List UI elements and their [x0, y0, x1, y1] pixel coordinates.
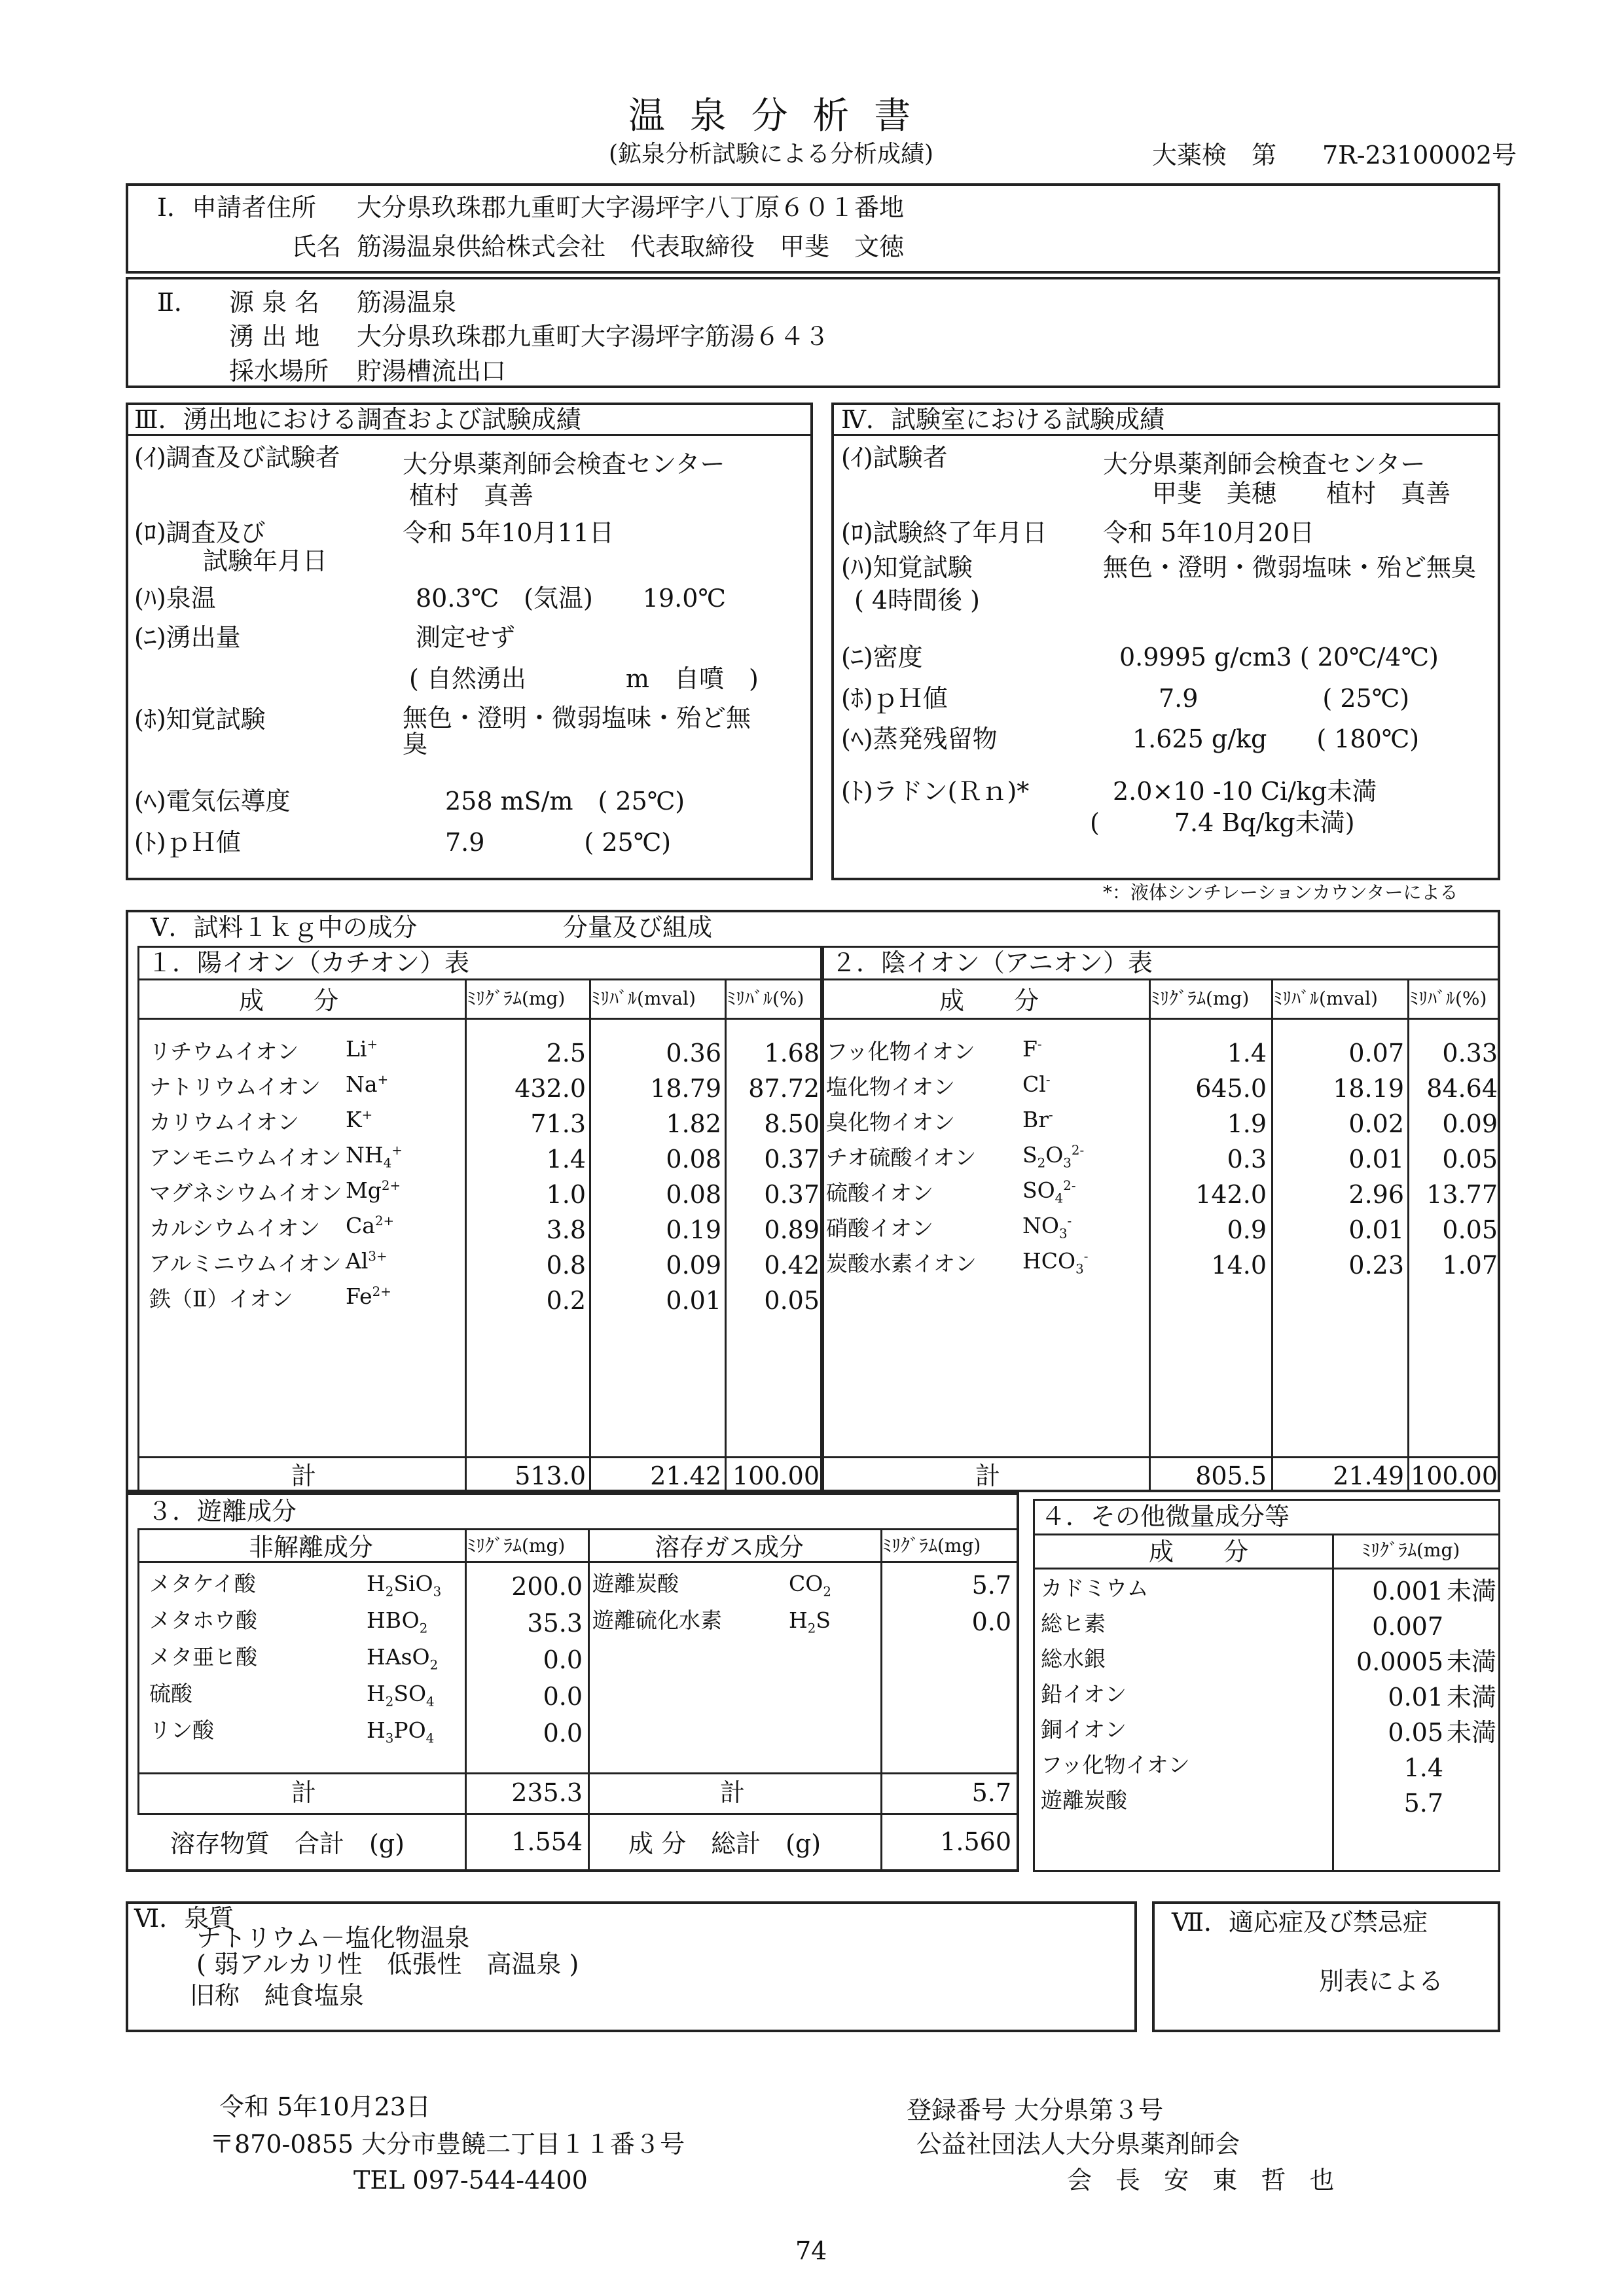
- applicant-name: 筋湯温泉供給株式会社 代表取締役 甲斐 文徳: [357, 232, 905, 261]
- indications-text: 別表による: [1319, 1967, 1444, 1996]
- ion-pct: 84.64: [1426, 1074, 1498, 1103]
- ion-pct: 0.09: [1442, 1109, 1498, 1138]
- lab-row-label: (ｲ)試験者: [841, 443, 948, 472]
- ion-mval: 0.08: [666, 1145, 721, 1174]
- anion-total-mg: 805.5: [1195, 1462, 1267, 1490]
- ion-mval: 0.01: [666, 1286, 721, 1315]
- lab-row-value: 0.9995 g/cm3 ( 20℃/4℃): [1119, 643, 1439, 672]
- grand-total-label: 成 分 総計 (g): [628, 1829, 821, 1858]
- ion-name: カリウムイオン: [149, 1109, 300, 1135]
- ion-mg: 142.0: [1195, 1180, 1267, 1209]
- ion-pct: 0.42: [764, 1251, 820, 1280]
- ion-mval: 18.79: [650, 1074, 721, 1103]
- ion-mval: 0.02: [1348, 1109, 1404, 1138]
- nondiss-total: 235.3: [511, 1778, 583, 1807]
- ion-mg: 0.3: [1227, 1145, 1267, 1174]
- trace-name: フッ化物イオン: [1041, 1752, 1190, 1778]
- nondiss-formula: $HBO_2$: [367, 1607, 428, 1636]
- lab-row-label: (ﾎ)ｐＨ値: [841, 684, 948, 713]
- field-row-value: ( 自然湧出 m 自噴 ): [409, 664, 759, 693]
- sampling-label: 採水場所: [229, 357, 329, 386]
- gas-col-mg: ﾐﾘｸﾞﾗﾑ(mg): [882, 1535, 981, 1556]
- trace-mg: 0.01: [1388, 1683, 1443, 1712]
- field-row-value: 大分県薬剤師会検査センター: [403, 450, 725, 478]
- ion-name: マグネシウムイオン: [149, 1180, 342, 1206]
- trace-col-mg: ﾐﾘｸﾞﾗﾑ(mg): [1362, 1539, 1460, 1561]
- ion-mval: 0.09: [666, 1251, 721, 1280]
- ion-mval: 0.01: [1348, 1145, 1404, 1174]
- ion-pct: 1.07: [1442, 1251, 1498, 1280]
- trace-name: 総水銀: [1041, 1646, 1106, 1672]
- field-row-value: 258 mS/m ( 25℃): [445, 787, 685, 816]
- cation-col-mval: ﾐﾘﾊﾞﾙ(mval): [591, 988, 696, 1009]
- field-row-label: (ﾎ)知覚試験: [134, 705, 266, 734]
- lab-row-label: (ﾛ)試験終了年月日: [841, 518, 1047, 547]
- applicant-address: 大分県玖珠郡九重町大字湯坪字八丁原６０１番地: [357, 193, 905, 222]
- nondiss-mg: 0.0: [543, 1719, 583, 1748]
- field-row-value: 令和 5年10月11日: [403, 518, 614, 547]
- ion-mval: 18.19: [1333, 1074, 1404, 1103]
- lab-row-label: (ﾍ)蒸発残留物: [841, 725, 998, 753]
- trace-note: 未満: [1447, 1647, 1497, 1676]
- cation-total-label: 計: [291, 1462, 317, 1490]
- gas-name: 遊離炭酸: [592, 1571, 679, 1596]
- lab-row-value: 1.625 g/kg ( 180℃): [1132, 725, 1420, 753]
- ion-mval: 0.01: [1348, 1215, 1404, 1244]
- field-row-value: 無色・澄明・微弱塩味・殆ど無: [403, 704, 751, 732]
- gas-formula: $CO_2$: [789, 1571, 831, 1600]
- issue-date: 令和 5年10月23日: [219, 2092, 431, 2121]
- ion-name: アルミニウムイオン: [149, 1251, 342, 1276]
- ion-pct: 13.77: [1426, 1180, 1498, 1209]
- spring-quality-type: ナトリウム－塩化物温泉: [196, 1924, 470, 1952]
- ion-pct: 1.68: [764, 1039, 820, 1067]
- ref-label: 大薬検 第: [1152, 141, 1277, 170]
- lab-row-value: 2.0×10 -10 Ci/kg未満: [1113, 777, 1377, 806]
- trace-name: カドミウム: [1041, 1575, 1149, 1601]
- field-row-value: 臭: [403, 730, 428, 759]
- ion-formula: $HCO_3^-$: [1022, 1248, 1089, 1277]
- spring-quality-detail: ( 弱アルカリ性 低張性 高温泉 ): [196, 1950, 579, 1979]
- ion-formula: Cl-: [1022, 1071, 1051, 1097]
- nondiss-name: メタ亜ヒ酸: [149, 1644, 257, 1670]
- lab-row-label: (ﾄ)ラドン(Ｒｎ)*: [841, 777, 1030, 806]
- trace-note: 未満: [1447, 1577, 1497, 1605]
- trace-mg: 0.0005: [1356, 1647, 1443, 1676]
- lab-row-label: (ﾊ)知覚試験: [841, 553, 973, 582]
- nondiss-name: 硫酸: [149, 1681, 192, 1706]
- field-row-label: (ﾊ)泉温: [134, 584, 216, 613]
- indications-title: Ⅶ．適応症及び禁忌症: [1172, 1908, 1428, 1937]
- field-row-value: 7.9 ( 25℃): [445, 828, 672, 857]
- ion-mg: 0.8: [546, 1251, 586, 1280]
- origin-label: 湧 出 地: [229, 322, 320, 351]
- ion-formula: $Ca^{2+}$: [346, 1213, 395, 1238]
- nondiss-col-mg: ﾐﾘｸﾞﾗﾑ(mg): [467, 1535, 566, 1556]
- nondiss-mg: 0.0: [543, 1682, 583, 1711]
- ion-formula: Na+: [346, 1071, 389, 1097]
- spring-quality-oldname: 旧称 純食塩泉: [190, 1981, 365, 2010]
- sampling-place: 貯湯槽流出口: [357, 357, 507, 386]
- lab-row-value: 大分県薬剤師会検査センター: [1103, 450, 1426, 478]
- ion-formula: $Fe^{2+}$: [346, 1283, 391, 1309]
- issuer-tel: TEL 097-544-4400: [353, 2166, 588, 2195]
- cation-total-pct: 100.00: [732, 1462, 820, 1490]
- lab-row-value: 甲斐 美穂 植村 真善: [1152, 479, 1451, 508]
- gas-name: 遊離硫化水素: [592, 1607, 722, 1633]
- ion-mg: 645.0: [1195, 1074, 1267, 1103]
- ion-formula: $NO_3^-$: [1022, 1213, 1072, 1242]
- ion-mg: 1.0: [546, 1180, 586, 1209]
- nondiss-name: メタホウ酸: [149, 1607, 257, 1633]
- ref-number: 7R-23100002号: [1322, 141, 1517, 170]
- ion-mval: 0.19: [666, 1215, 721, 1244]
- ion-name: 鉄（Ⅱ）イオン: [149, 1286, 293, 1312]
- ion-name: 硝酸イオン: [826, 1215, 934, 1241]
- lab-row-value: 無色・澄明・微弱塩味・殆ど無臭: [1103, 553, 1477, 582]
- registration-number: 登録番号 大分県第３号: [907, 2096, 1164, 2125]
- trace-mg: 0.05: [1388, 1718, 1443, 1747]
- ion-mg: 71.3: [530, 1109, 586, 1138]
- issuer-address: 〒870-0855 大分市豊饒二丁目１１番３号: [209, 2130, 685, 2159]
- trace-note: 未満: [1447, 1683, 1497, 1712]
- anion-total-pct: 100.00: [1411, 1462, 1498, 1490]
- nondiss-mg: 0.0: [543, 1645, 583, 1674]
- cation-total-mval: 21.42: [650, 1462, 721, 1490]
- gas-total-label: 計: [720, 1778, 746, 1807]
- trace-title: ４．その他微量成分等: [1041, 1502, 1290, 1531]
- anion-total-label: 計: [975, 1462, 1001, 1490]
- nondiss-col: 非解離成分: [249, 1533, 374, 1562]
- ion-name: フッ化物イオン: [826, 1039, 975, 1064]
- ion-formula: F-: [1022, 1036, 1042, 1062]
- cation-col-component: 成 分: [239, 986, 339, 1015]
- trace-mg: 0.007: [1372, 1612, 1443, 1641]
- free-components-title: ３．遊離成分: [147, 1497, 297, 1526]
- field-row-label: 試験年月日: [203, 547, 328, 575]
- trace-name: 鉛イオン: [1041, 1681, 1127, 1707]
- ion-formula: $Al^{3+}$: [346, 1248, 388, 1274]
- dissolved-total: 1.554: [511, 1827, 583, 1856]
- anion-col-pct: ﾐﾘﾊﾞﾙ(%): [1409, 988, 1487, 1009]
- ion-name: 硫酸イオン: [826, 1180, 934, 1206]
- ion-name: リチウムイオン: [149, 1039, 299, 1064]
- ion-mval: 0.07: [1348, 1039, 1404, 1067]
- dissolved-total-label: 溶存物質 合計 (g): [170, 1829, 405, 1858]
- ion-mval: 0.08: [666, 1180, 721, 1209]
- field-row-label: (ﾄ)ｐＨ値: [134, 828, 241, 857]
- anion-col-mg: ﾐﾘｸﾞﾗﾑ(mg): [1151, 988, 1250, 1009]
- anion-col-mval: ﾐﾘﾊﾞﾙ(mval): [1273, 988, 1378, 1009]
- ion-mval: 2.96: [1348, 1180, 1404, 1209]
- ion-mg: 1.9: [1227, 1109, 1267, 1138]
- ion-pct: 87.72: [748, 1074, 820, 1103]
- issuer-president: 会 長 安 東 哲 也: [1067, 2166, 1343, 2195]
- trace-mg: 5.7: [1403, 1789, 1443, 1818]
- ion-formula: Br-: [1022, 1107, 1053, 1132]
- ion-mg: 0.2: [546, 1286, 586, 1315]
- ion-name: チオ硫酸イオン: [826, 1145, 977, 1170]
- field-row-label: (ｲ)調査及び試験者: [134, 443, 340, 472]
- trace-name: 総ヒ素: [1041, 1611, 1106, 1636]
- gas-total: 5.7: [971, 1778, 1011, 1807]
- lab-row-label: (ﾆ)密度: [841, 643, 923, 672]
- ion-mval: 0.23: [1348, 1251, 1404, 1280]
- ion-mg: 0.9: [1227, 1215, 1267, 1244]
- lab-row-value: 7.9 ( 25℃): [1159, 684, 1410, 713]
- ion-name: ナトリウムイオン: [149, 1074, 321, 1100]
- ion-pct: 0.37: [764, 1145, 820, 1174]
- lab-row-value: 令和 5年10月20日: [1103, 518, 1314, 547]
- trace-note: 未満: [1447, 1718, 1497, 1747]
- radon-footnote: *：液体シンチレーションカウンターによる: [1103, 882, 1458, 903]
- field-row-value: 植村 真善: [409, 481, 534, 510]
- field-row-value: 測定せず: [416, 623, 516, 652]
- nondiss-mg: 35.3: [527, 1609, 583, 1638]
- section2-roman: Ⅱ．: [157, 288, 199, 317]
- field-row-label: (ﾆ)湧出量: [134, 623, 241, 652]
- ion-name: アンモニウムイオン: [149, 1145, 342, 1170]
- ion-pct: 0.33: [1442, 1039, 1498, 1067]
- nondiss-formula: $H_2SiO_3$: [367, 1571, 442, 1600]
- anion-total-mval: 21.49: [1333, 1462, 1404, 1490]
- cation-col-pct: ﾐﾘﾊﾞﾙ(%): [727, 988, 804, 1009]
- ion-mg: 1.4: [1227, 1039, 1267, 1067]
- ion-formula: K+: [346, 1107, 373, 1132]
- nondiss-mg: 200.0: [511, 1572, 583, 1601]
- nondiss-formula: HAsO$_2$: [367, 1644, 439, 1673]
- ion-mval: 1.82: [666, 1109, 721, 1138]
- ion-pct: 0.89: [764, 1215, 820, 1244]
- ion-pct: 0.05: [1442, 1145, 1498, 1174]
- page-subtitle: (鉱泉分析試験による分析成績): [609, 141, 934, 168]
- section5-title: Ⅴ．試料１ｋｇ中の成分: [151, 913, 418, 942]
- cation-col-mg: ﾐﾘｸﾞﾗﾑ(mg): [467, 988, 566, 1009]
- origin: 大分県玖珠郡九重町大字湯坪字筋湯６４３: [357, 322, 830, 351]
- ion-formula: Li+: [346, 1036, 378, 1062]
- nondiss-name: メタケイ酸: [149, 1571, 256, 1596]
- field-row-value: 80.3℃ (気温) 19.0℃: [416, 584, 726, 613]
- nondiss-formula: $H_2SO_4$: [367, 1681, 435, 1710]
- ion-mg: 432.0: [514, 1074, 586, 1103]
- gas-col: 溶存ガス成分: [655, 1533, 804, 1562]
- page-number: 74: [795, 2236, 827, 2265]
- gas-mg: 5.7: [971, 1571, 1011, 1600]
- grand-total: 1.560: [940, 1827, 1011, 1856]
- ion-formula: $NH_4^+$: [346, 1142, 403, 1171]
- ion-name: 炭酸水素イオン: [826, 1251, 977, 1276]
- trace-name: 銅イオン: [1041, 1717, 1127, 1742]
- ion-mg: 2.5: [546, 1039, 586, 1067]
- issuer-organization: 公益社団法人大分県薬剤師会: [916, 2130, 1240, 2159]
- gas-formula: $H_2S$: [789, 1607, 831, 1636]
- cation-table-title: １．陽イオン（カチオン）表: [147, 948, 470, 977]
- ion-formula: $Mg^{2+}$: [346, 1177, 401, 1203]
- ion-name: 塩化物イオン: [826, 1074, 956, 1100]
- ion-mg: 1.4: [546, 1145, 586, 1174]
- ion-name: 臭化物イオン: [826, 1109, 956, 1135]
- trace-mg: 0.001: [1372, 1577, 1443, 1605]
- ion-mg: 3.8: [546, 1215, 586, 1244]
- lab-row-value: ( 7.4 Bq/kg未満): [1090, 808, 1355, 837]
- section5-subtitle: 分量及び組成: [563, 913, 713, 942]
- trace-mg: 1.4: [1403, 1753, 1443, 1782]
- section3-title: Ⅲ．湧出地における調査および試験成績: [134, 405, 581, 434]
- gas-mg: 0.0: [971, 1607, 1011, 1636]
- ion-name: カルシウムイオン: [149, 1215, 321, 1241]
- page-title: 温 泉 分 析 書: [628, 95, 918, 137]
- field-row-label: (ﾍ)電気伝導度: [134, 787, 291, 816]
- field-row-label: (ﾛ)調査及び: [134, 518, 266, 547]
- ion-mg: 14.0: [1211, 1251, 1267, 1280]
- nondiss-formula: $H_3PO_4$: [367, 1717, 435, 1746]
- section4-title: Ⅳ．試験室における試験成績: [841, 405, 1164, 434]
- applicant-name-label: 氏名: [291, 232, 342, 261]
- ion-pct: 0.05: [1442, 1215, 1498, 1244]
- lab-row-label: ( 4時間後 ): [854, 586, 980, 615]
- anion-col-component: 成 分: [939, 986, 1039, 1015]
- applicant-address-label: Ⅰ．申請者住所: [157, 193, 317, 222]
- ion-formula: $S_2O_3^{2-}$: [1022, 1142, 1085, 1171]
- nondiss-total-label: 計: [291, 1778, 317, 1807]
- trace-name: 遊離炭酸: [1041, 1787, 1127, 1813]
- source-name: 筋湯温泉: [357, 288, 457, 317]
- ion-mval: 0.36: [666, 1039, 721, 1067]
- nondiss-name: リン酸: [149, 1717, 214, 1743]
- anion-table-title: ２．陰イオン（アニオン）表: [831, 948, 1153, 977]
- ion-pct: 0.05: [764, 1286, 820, 1315]
- spring-quality-title: Ⅵ．泉質: [134, 1904, 234, 1933]
- cation-total-mg: 513.0: [514, 1462, 586, 1490]
- ion-formula: $SO_4^{2-}$: [1022, 1177, 1076, 1206]
- trace-col-component: 成 分: [1149, 1537, 1249, 1566]
- ion-pct: 0.37: [764, 1180, 820, 1209]
- source-name-label: 源 泉 名: [229, 288, 320, 317]
- ion-pct: 8.50: [764, 1109, 820, 1138]
